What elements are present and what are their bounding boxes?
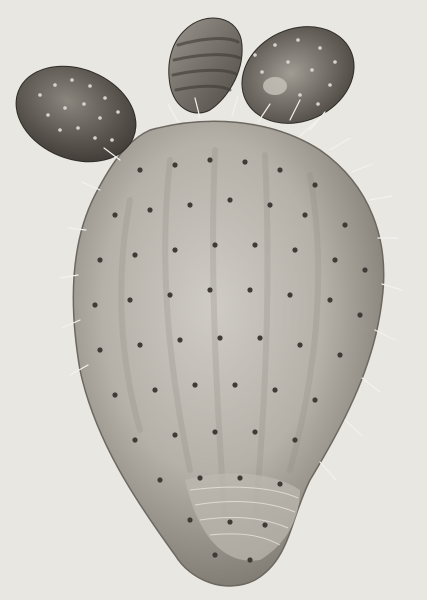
spine: [232, 96, 238, 116]
spine: [375, 330, 395, 340]
fruit-areole: [98, 116, 102, 120]
areole: [137, 342, 142, 347]
areole: [287, 292, 292, 297]
fruit-areole: [296, 38, 300, 42]
areole: [207, 157, 212, 162]
areole: [292, 437, 297, 442]
areole: [212, 552, 217, 557]
areole: [172, 432, 177, 437]
fruit-areole: [110, 138, 114, 142]
fruit-areole: [116, 110, 120, 114]
areole: [167, 292, 172, 297]
fruit-areole: [53, 83, 57, 87]
areole: [277, 167, 282, 172]
fruit-areole: [46, 113, 50, 117]
areole: [312, 182, 317, 187]
areole: [277, 481, 282, 486]
spine: [320, 462, 336, 480]
spine: [330, 138, 350, 150]
areole: [207, 287, 212, 292]
fruit-areole: [273, 43, 277, 47]
areole: [187, 517, 192, 522]
fruit-right-scar: [263, 77, 287, 95]
areole: [192, 382, 197, 387]
fruit-areole: [333, 60, 337, 64]
areole: [92, 302, 97, 307]
spine: [362, 378, 380, 392]
spine: [82, 182, 100, 190]
spine: [352, 164, 372, 172]
areole: [132, 437, 137, 442]
areole: [172, 162, 177, 167]
areole: [97, 347, 102, 352]
areole: [252, 242, 257, 247]
areole: [342, 222, 347, 227]
areole: [112, 212, 117, 217]
areole: [247, 557, 252, 562]
fruit-areole: [260, 70, 264, 74]
spine: [168, 104, 178, 122]
areole: [177, 337, 182, 342]
fruit-areole: [93, 136, 97, 140]
fruit-areole: [103, 96, 107, 100]
fruit-middle: [169, 18, 242, 113]
areole: [232, 382, 237, 387]
areole: [262, 522, 267, 527]
areole: [212, 242, 217, 247]
fruit-right: [226, 9, 370, 141]
areole: [227, 519, 232, 524]
areole: [237, 475, 242, 480]
areole: [137, 167, 142, 172]
areole: [197, 475, 202, 480]
areole: [327, 297, 332, 302]
areole: [362, 267, 367, 272]
fruit-areole: [63, 106, 67, 110]
areole: [217, 335, 222, 340]
areole: [242, 159, 247, 164]
areole: [157, 477, 162, 482]
areole: [357, 312, 362, 317]
areole: [132, 252, 137, 257]
spine: [370, 196, 392, 200]
areole: [112, 392, 117, 397]
areole: [257, 335, 262, 340]
fruit-areole: [310, 68, 314, 72]
areole: [97, 257, 102, 262]
spine: [382, 284, 402, 290]
spine: [345, 420, 362, 436]
areole: [332, 257, 337, 262]
areole: [212, 429, 217, 434]
areole: [187, 202, 192, 207]
areole: [172, 247, 177, 252]
areole: [337, 352, 342, 357]
fruit-areole: [70, 78, 74, 82]
fruit-areole: [286, 60, 290, 64]
fruit-areole: [38, 93, 42, 97]
areole: [127, 297, 132, 302]
areole: [252, 429, 257, 434]
fruit-areole: [88, 84, 92, 88]
areole: [152, 387, 157, 392]
fruit-areole: [328, 83, 332, 87]
areole: [312, 397, 317, 402]
fruit-areole: [318, 46, 322, 50]
fruit-areole: [298, 93, 302, 97]
fruit-areole: [253, 53, 257, 57]
fruit-areole: [316, 102, 320, 106]
areole: [147, 207, 152, 212]
areole: [267, 202, 272, 207]
areole: [272, 387, 277, 392]
areole: [302, 212, 307, 217]
areole: [247, 287, 252, 292]
areole: [292, 247, 297, 252]
fruit-areole: [58, 128, 62, 132]
spine: [300, 120, 318, 136]
areole: [297, 342, 302, 347]
fruit-areole: [76, 126, 80, 130]
areole: [227, 197, 232, 202]
fruit-areole: [82, 102, 86, 106]
